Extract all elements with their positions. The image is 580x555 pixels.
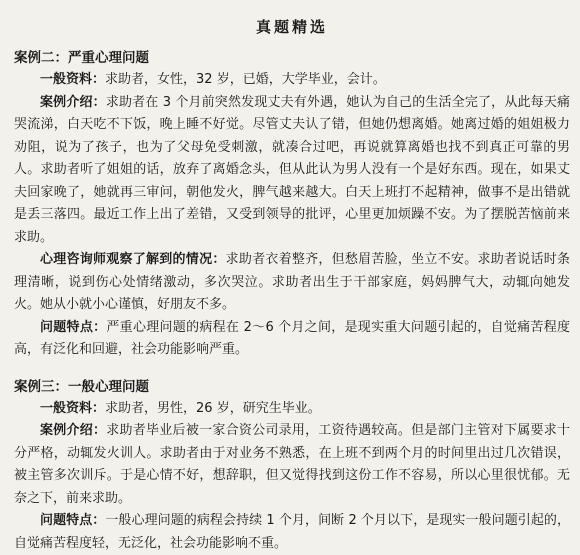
paragraph-text: 求助者衣着整齐，但愁眉苦脸，坐立不安。求助者说话时条理清晰，说到伤心处情绪激动，多次哭泣。求助者出生于干部家庭，妈妈脾气大，动辄向她发火。她从小就小心谨慎，好朋友不多。 (14, 252, 570, 312)
case-paragraph-features (14, 317, 570, 362)
paragraph-text: 求助者，男性，26 岁，研究生毕业。 (105, 401, 321, 416)
paragraph-text: 一般心理问题的病程会持续 1 个月，间断 2 个月以下，是现实一般问题引起的，自觉痛苦程度轻，无泛化，社会功能影响不重。 (14, 513, 570, 551)
case-heading: 案例二：严重心理问题 (14, 47, 570, 69)
paragraph-label: 一般资料： (40, 72, 105, 87)
case-paragraph-introduction (14, 420, 570, 510)
case-paragraph-observation (14, 249, 570, 317)
case-paragraph-general-info (14, 69, 570, 92)
paragraph-text: 求助者在 3 个月前突然发现丈夫有外遇，她认为自己的生活全完了，从此每天痛哭流涕，白天吃不下饭，晚上睡不好觉。尽管丈夫认了错，但她仍想离婚。她离过婚的姐姐极力劝阻，说为了孩子，也为了父母免受刺激，就凑合过吧，再说就算离婚也找不到真正可靠的男人。求助者听了姐姐的话，放弃了离婚念头，但从此认为男人没有一个是好东西。现在，如果丈夫回家晚了，她就再三审问，朝他发火，脾气越来越大。白天上班打不起精神，做事不是出错就是丢三落四。最近工作上出了差错，又受到领导的批评，心里更加烦躁不安。为了摆脱苦恼前来求助。 (14, 95, 570, 245)
case-heading: 案例三：一般心理问题 (14, 376, 570, 398)
paragraph-text: 求助者毕业后被一家合资公司录用，工资待遇较高。但是部门主管对下属要求十分严格，动辄发火训人。求助者由于对业务不熟悉，在上班不到两个月的时间里出过几次错误，被主管多次训斥。于是心情不好，想辞职，但又觉得找到这份工作不容易，所以心里很忧郁。无奈之下，前来求助。 (14, 423, 570, 506)
case-paragraph-introduction (14, 92, 570, 250)
paragraph-text: 求助者，女性，32 岁，已婚，大学毕业，会计。 (105, 72, 386, 87)
paragraph-label: 案例介绍： (40, 423, 106, 438)
page-title: 真题精选 (14, 16, 570, 37)
paragraph-label: 心理咨询师观察了解到的情况： (40, 252, 226, 267)
paragraph-label: 案例介绍： (40, 95, 106, 110)
case-three (14, 376, 570, 555)
paragraph-label: 一般资料： (40, 401, 105, 416)
case-two (14, 47, 570, 362)
paragraph-label: 问题特点： (40, 320, 106, 335)
case-paragraph-features (14, 510, 570, 555)
paragraph-text: 严重心理问题的病程在 2～6 个月之间，是现实重大问题引起的，自觉痛苦程度高，有泛化和回避，社会功能影响严重。 (14, 320, 570, 358)
paragraph-label: 问题特点： (40, 513, 105, 528)
case-paragraph-general-info (14, 398, 570, 421)
